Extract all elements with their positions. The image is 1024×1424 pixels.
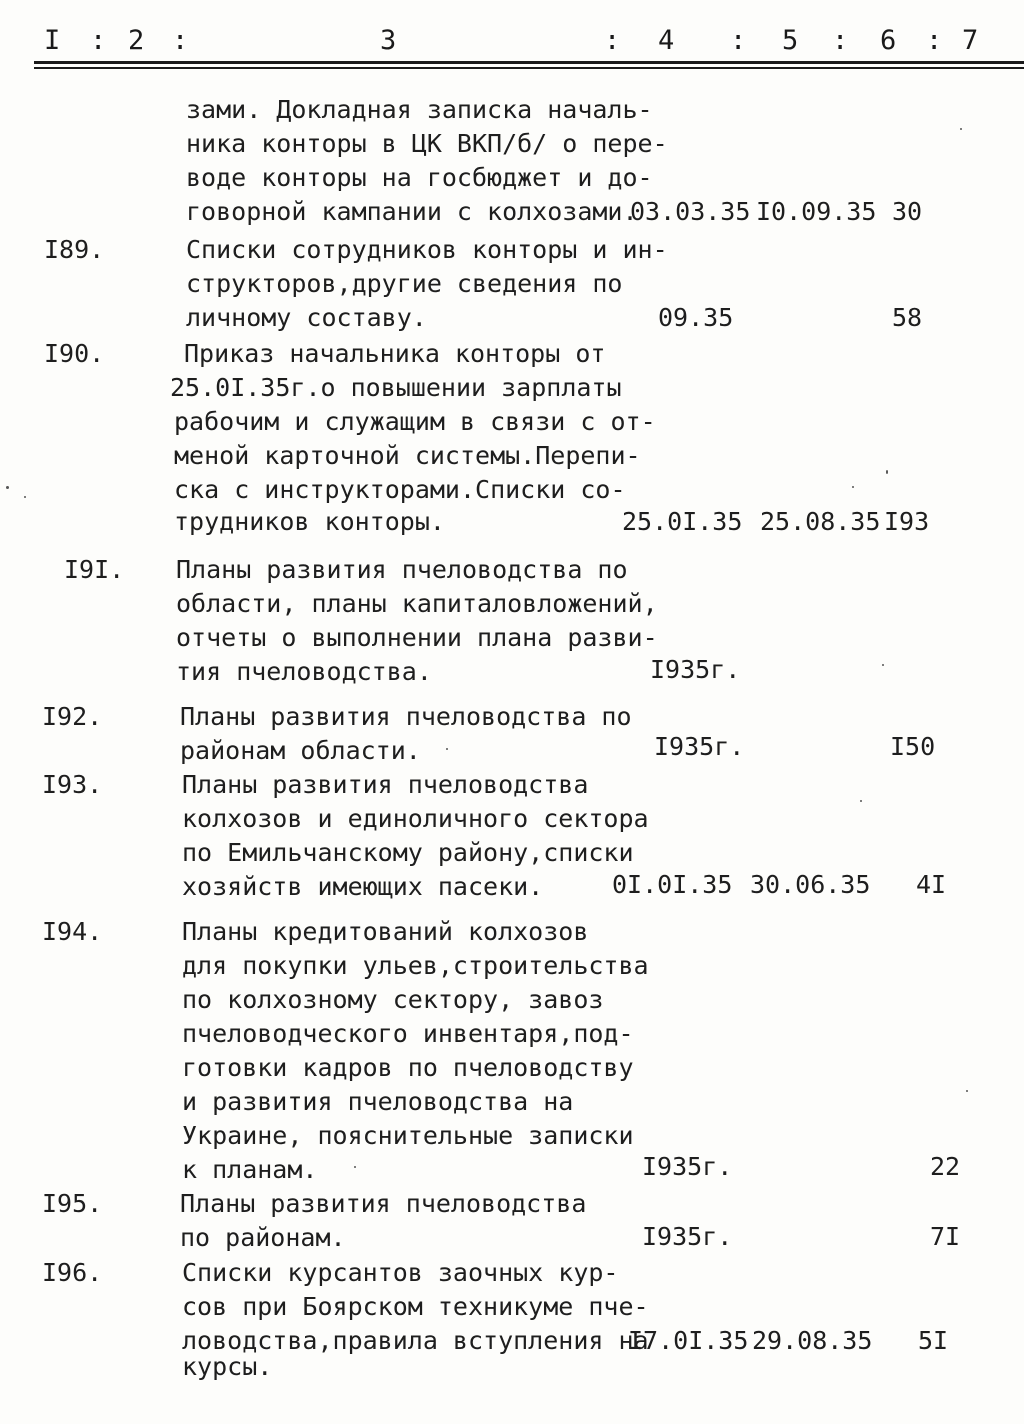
entry-start-date: I935г. bbox=[642, 1152, 733, 1181]
entry-title-line: Планы развития пчеловодства по bbox=[180, 702, 632, 731]
header-col-3: 3 bbox=[380, 25, 397, 56]
entry-title-line: для покупки ульев,строительства bbox=[182, 951, 649, 980]
entry-start-date: 09.35 bbox=[658, 303, 734, 332]
entry-sheet-count: 22 bbox=[930, 1152, 961, 1181]
entry-title-line: по колхозному сектору, завоз bbox=[182, 985, 604, 1014]
header-sep: : bbox=[172, 25, 189, 56]
entry-title-line: меной карточной системы.Перепи- bbox=[174, 441, 641, 470]
scan-speck bbox=[24, 496, 26, 498]
entry-title-line: готовки кадров по пчеловодству bbox=[182, 1053, 634, 1082]
entry-title-line: Украине, пояснительные записки bbox=[182, 1121, 634, 1150]
entry-number: I96. bbox=[42, 1258, 103, 1287]
entry-number: I92. bbox=[42, 702, 103, 731]
header-col-5: 5 bbox=[782, 25, 799, 56]
entry-sheet-count: I93 bbox=[884, 507, 930, 536]
entry-start-date: 03.03.35 bbox=[630, 197, 751, 226]
entry-title-line: говорной кампании с колхозами. bbox=[186, 197, 638, 226]
entry-title-line: районам области. bbox=[180, 736, 421, 765]
entry-title-line: рабочим и служащим в связи с от- bbox=[174, 407, 656, 436]
entry-end-date: 25.08.35 bbox=[760, 507, 881, 536]
entry-title-line: воде конторы на госбюджет и до- bbox=[186, 163, 653, 192]
entry-number: I89. bbox=[44, 235, 105, 264]
header-sep: : bbox=[926, 25, 943, 56]
entry-sheet-count: I50 bbox=[890, 732, 936, 761]
entry-end-date: I0.09.35 bbox=[756, 197, 877, 226]
scan-speck bbox=[960, 128, 962, 130]
header-sep: : bbox=[90, 25, 107, 56]
entry-start-date: 25.0I.35 bbox=[622, 507, 743, 536]
entry-sheet-count: 5I bbox=[918, 1326, 949, 1355]
entry-number: I93. bbox=[42, 770, 103, 799]
header-col-1: I bbox=[44, 25, 61, 56]
scan-speck bbox=[446, 748, 448, 750]
entry-title-line: области, планы капиталовложений, bbox=[176, 589, 658, 618]
header-sep: : bbox=[730, 25, 747, 56]
entry-title-line: сов при Боярском техникуме пче- bbox=[182, 1292, 649, 1321]
header-col-6: 6 bbox=[880, 25, 897, 56]
entry-start-date: 0I.0I.35 bbox=[612, 870, 733, 899]
entry-number: I94. bbox=[42, 917, 103, 946]
entry-title-line: личному составу. bbox=[186, 303, 427, 332]
entry-sheet-count: 30 bbox=[892, 197, 923, 226]
scan-speck bbox=[886, 470, 888, 474]
entry-sheet-count: 4I bbox=[916, 870, 947, 899]
entry-title-line: Планы развития пчеловодства bbox=[182, 770, 589, 799]
entry-number: I9I. bbox=[64, 555, 125, 584]
header-sep: : bbox=[832, 25, 849, 56]
entry-title-line: колхозов и единоличного сектора bbox=[182, 804, 649, 833]
entry-title-line: ска с инструкторами.Списки со- bbox=[174, 475, 626, 504]
entry-title-line: Планы развития пчеловодства bbox=[180, 1189, 587, 1218]
entry-start-date: I935г. bbox=[642, 1222, 733, 1251]
scan-speck bbox=[852, 486, 854, 488]
entry-number: I90. bbox=[44, 339, 105, 368]
scan-speck bbox=[354, 1166, 356, 1168]
header-sep: : bbox=[604, 25, 621, 56]
entry-title-line: пчеловодческого инвентаря,под- bbox=[182, 1019, 634, 1048]
entry-title-line: отчеты о выполнении плана разви- bbox=[176, 623, 658, 652]
entry-title-line: ника конторы в ЦК ВКП/б/ о пере- bbox=[186, 129, 668, 158]
entry-sheet-count: 7I bbox=[930, 1222, 961, 1251]
scan-speck bbox=[966, 1090, 968, 1092]
entry-title-line: трудников конторы. bbox=[174, 507, 445, 536]
entry-title-line: Списки сотрудников конторы и ин- bbox=[186, 235, 668, 264]
entry-title-line: Планы развития пчеловодства по bbox=[176, 555, 628, 584]
header-col-7: 7 bbox=[962, 25, 979, 56]
entry-title-line: 25.0I.35г.о повышении зарплаты bbox=[170, 373, 622, 402]
entry-title-line: по Емильчанскому району,списки bbox=[182, 838, 634, 867]
entry-number: I95. bbox=[42, 1189, 103, 1218]
entry-start-date: I935г. bbox=[654, 732, 745, 761]
entry-title-line: зами. Докладная записка началь- bbox=[186, 95, 653, 124]
entry-title-line: хозяйств имеющих пасеки. bbox=[182, 872, 544, 901]
entry-end-date: 29.08.35 bbox=[752, 1326, 873, 1355]
entry-title-line: структоров,другие сведения по bbox=[186, 269, 623, 298]
scan-speck bbox=[882, 664, 884, 666]
entry-title-line: Планы кредитований колхозов bbox=[182, 917, 589, 946]
entry-sheet-count: 58 bbox=[892, 303, 923, 332]
entry-title-line: к планам. bbox=[182, 1155, 318, 1184]
entry-end-date: 30.06.35 bbox=[750, 870, 871, 899]
entry-title-line: курсы. bbox=[182, 1352, 273, 1381]
scan-speck bbox=[6, 486, 9, 489]
entry-start-date: I935г. bbox=[650, 655, 741, 684]
entry-title-line: по районам. bbox=[180, 1223, 346, 1252]
scan-speck bbox=[860, 800, 862, 802]
header-rule-bottom bbox=[34, 67, 1024, 69]
header-col-2: 2 bbox=[128, 25, 145, 56]
entry-title-line: ловодства,правила вступления на bbox=[182, 1326, 649, 1355]
entry-title-line: и развития пчеловодства на bbox=[182, 1087, 574, 1116]
entry-title-line: Списки курсантов заочных кур- bbox=[182, 1258, 619, 1287]
header-rule-top bbox=[34, 61, 1024, 64]
header-col-4: 4 bbox=[658, 25, 675, 56]
entry-title-line: Приказ начальника конторы от bbox=[184, 339, 606, 368]
entry-start-date: I7.0I.35 bbox=[628, 1326, 749, 1355]
entry-title-line: тия пчеловодства. bbox=[176, 657, 432, 686]
